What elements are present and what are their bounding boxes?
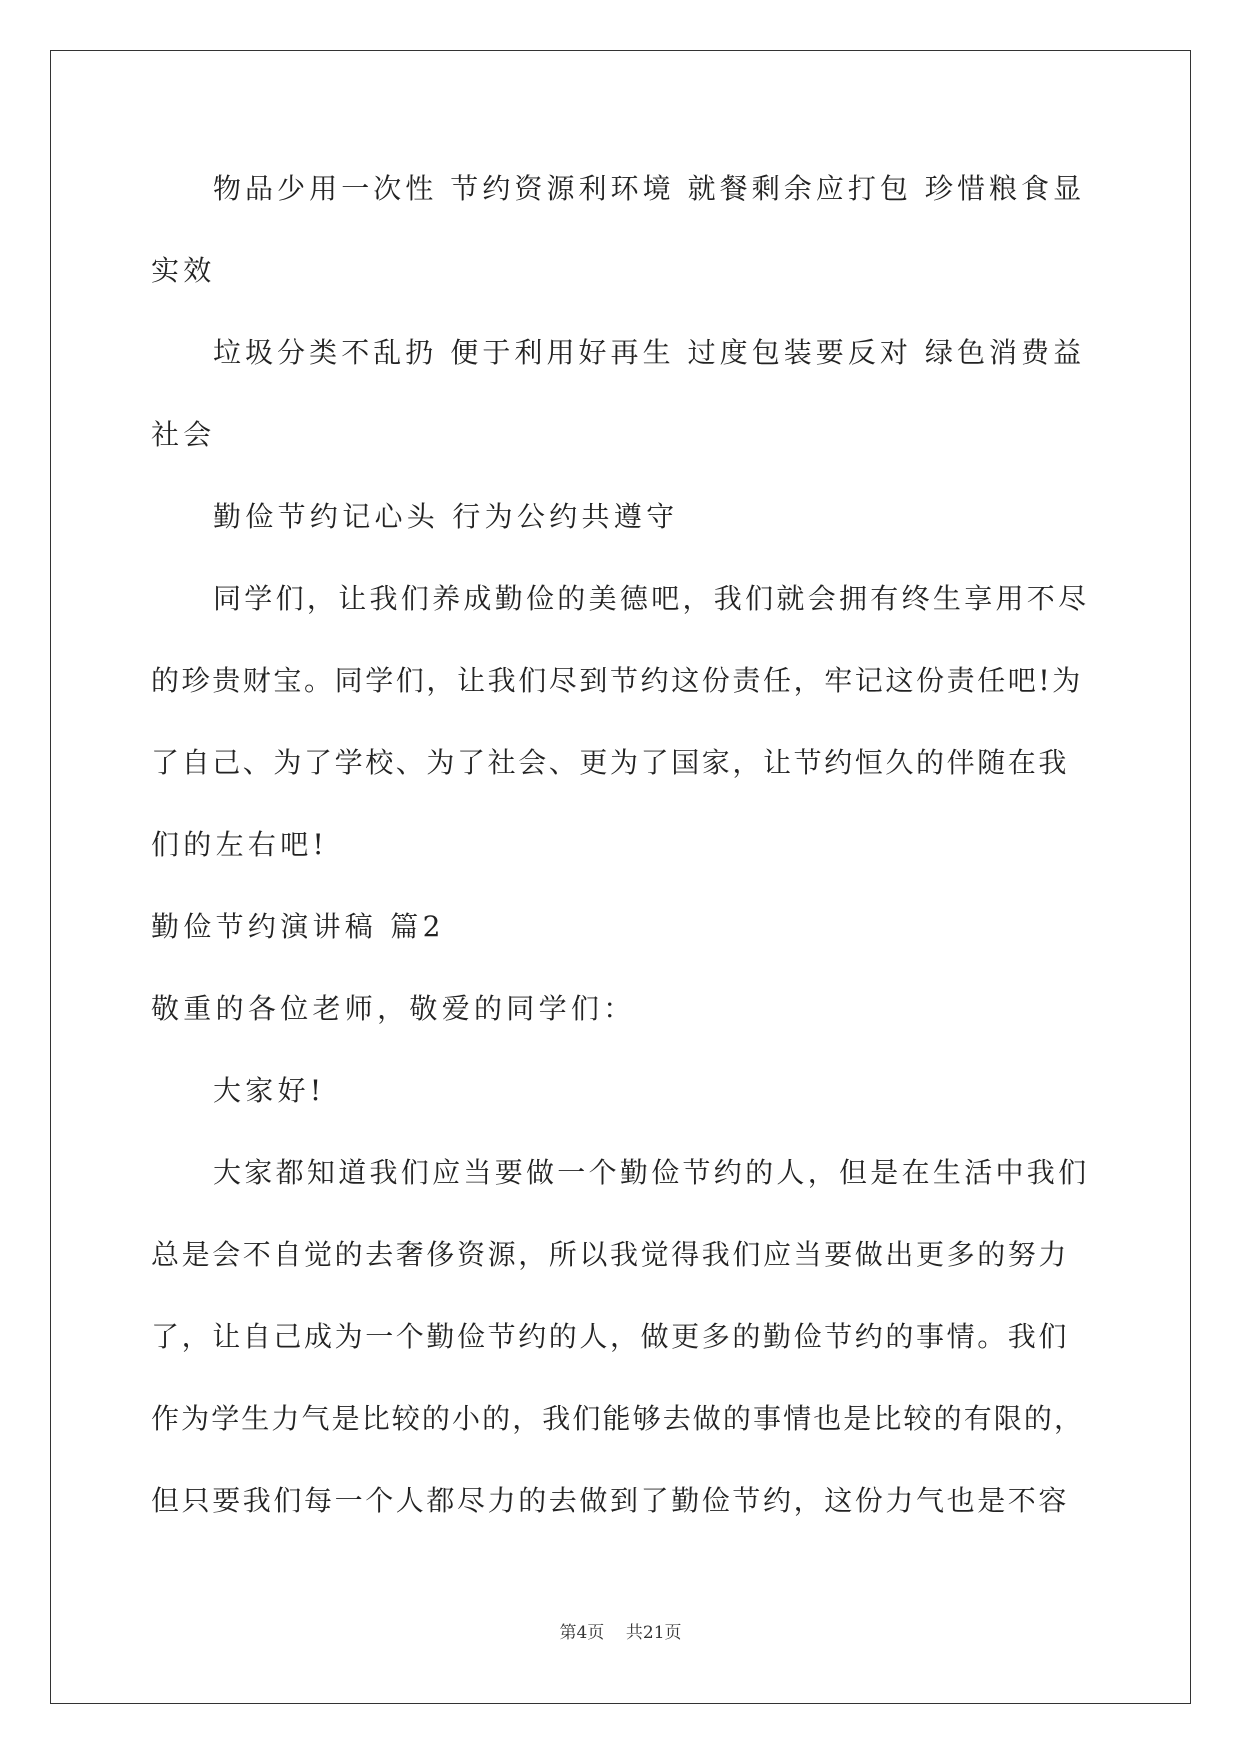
paragraph-line: 物品少用一次性 节约资源利环境 就餐剩余应打包 珍惜粮食显 bbox=[213, 172, 1086, 205]
paragraph-line: 实效 bbox=[151, 254, 216, 287]
paragraph-line: 垃圾分类不乱扔 便于利用好再生 过度包装要反对 绿色消费益 bbox=[213, 336, 1086, 369]
paragraph-line: 但只要我们每一个人都尽力的去做到了勤俭节约，这份力气也是不容 bbox=[151, 1484, 1070, 1517]
paragraph-line: 了，让自己成为一个勤俭节约的人，做更多的勤俭节约的事情。我们 bbox=[151, 1320, 1070, 1353]
paragraph-line: 大家都知道我们应当要做一个勤俭节约的人，但是在生活中我们 bbox=[213, 1156, 1090, 1189]
greeting-line: 大家好! bbox=[213, 1074, 326, 1107]
paragraph-line: 了自己、为了学校、为了社会、更为了国家，让节约恒久的伴随在我 bbox=[151, 746, 1070, 779]
document-body bbox=[151, 148, 1091, 1542]
page-number: 第4页 共21页 bbox=[559, 1623, 682, 1643]
paragraph-line: 总是会不自觉的去奢侈资源，所以我觉得我们应当要做出更多的努力 bbox=[151, 1238, 1070, 1271]
paragraph-line: 社会 bbox=[151, 418, 216, 451]
paragraph-line: 的珍贵财宝。同学们，让我们尽到节约这份责任，牢记这份责任吧!为 bbox=[151, 664, 1083, 697]
paragraph-line: 勤俭节约记心头 行为公约共遵守 bbox=[213, 500, 679, 533]
paragraph-line: 同学们，让我们养成勤俭的美德吧，我们就会拥有终生享用不尽 bbox=[213, 582, 1090, 615]
salutation-line: 敬重的各位老师，敬爱的同学们： bbox=[151, 992, 636, 1025]
section-heading: 勤俭节约演讲稿 篇2 bbox=[151, 910, 445, 943]
paragraph-line: 作为学生力气是比较的小的，我们能够去做的事情也是比较的有限的， bbox=[151, 1402, 1085, 1435]
paragraph-line: 们的左右吧! bbox=[151, 828, 329, 861]
